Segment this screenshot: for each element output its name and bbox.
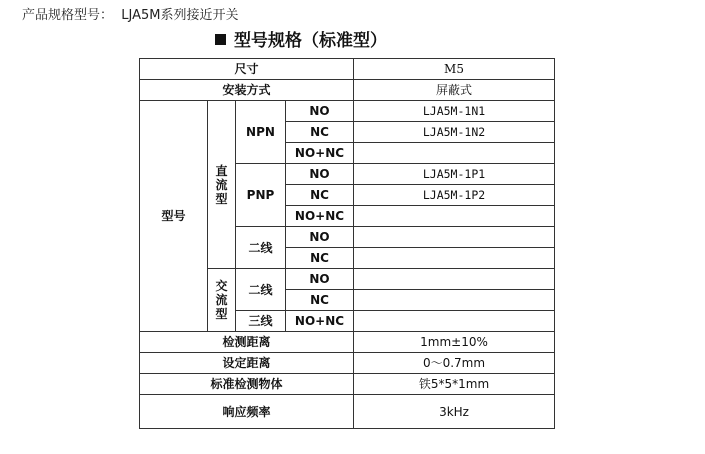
pnp-no-model: LJA5M-1P1 [354, 164, 555, 185]
npn-nonc-model [354, 143, 555, 164]
ac-three-wire-label: 三线 [236, 311, 286, 332]
freq-value: 3kHz [354, 395, 555, 429]
header-label: 产品规格型号： [22, 8, 114, 23]
mount-label: 安装方式 [140, 80, 354, 101]
detect-label: 检测距离 [140, 332, 354, 353]
ac-char: 流 [215, 293, 228, 307]
section-title-text: 型号规格（标准型） [234, 31, 387, 51]
ac-two-wire-nc-model [354, 290, 555, 311]
table-row [140, 59, 555, 80]
table-row [140, 101, 555, 122]
object-value: 铁5*5*1mm [354, 374, 555, 395]
npn-label: NPN [236, 101, 286, 164]
ac-two-wire-no: NO [286, 269, 354, 290]
pnp-nc-model: LJA5M-1P2 [354, 185, 555, 206]
dc-two-wire-no: NO [286, 227, 354, 248]
pnp-no: NO [286, 164, 354, 185]
table-row [140, 395, 555, 429]
ac-two-wire-no-model [354, 269, 555, 290]
pnp-nonc: NO+NC [286, 206, 354, 227]
size-label: 尺寸 [140, 59, 354, 80]
npn-nonc: NO+NC [286, 143, 354, 164]
pnp-nc: NC [286, 185, 354, 206]
table-row [140, 80, 555, 101]
dc-char: 型 [215, 191, 228, 206]
section-title [215, 26, 387, 51]
model-label: 型号 [140, 101, 208, 332]
object-label: 标准检测物体 [140, 374, 354, 395]
table-row [140, 374, 555, 395]
npn-no-model: LJA5M-1N1 [354, 101, 555, 122]
dc-two-wire-no-model [354, 227, 555, 248]
dc-two-wire-nc-model [354, 248, 555, 269]
ac-three-wire-nonc: NO+NC [286, 311, 354, 332]
dc-char: 直 [215, 163, 228, 178]
detect-value: 1mm±10% [354, 332, 555, 353]
dc-type-label [208, 101, 236, 269]
dc-two-wire-nc: NC [286, 248, 354, 269]
page-header [22, 4, 239, 23]
size-value: M5 [354, 59, 555, 80]
pnp-nonc-model [354, 206, 555, 227]
ac-char: 型 [215, 307, 228, 321]
npn-nc-model: LJA5M-1N2 [354, 122, 555, 143]
ac-type-label [208, 269, 236, 332]
ac-two-wire-label: 二线 [236, 269, 286, 311]
square-bullet-icon [215, 34, 226, 45]
pnp-label: PNP [236, 164, 286, 227]
ac-three-wire-model [354, 311, 555, 332]
header-model: LJA5M系列接近开关 [121, 8, 239, 23]
npn-nc: NC [286, 122, 354, 143]
table-row [140, 332, 555, 353]
ac-char: 交 [215, 279, 228, 293]
dc-two-wire-label: 二线 [236, 227, 286, 269]
freq-label: 响应频率 [140, 395, 354, 429]
mount-value: 屏蔽式 [354, 80, 555, 101]
npn-no: NO [286, 101, 354, 122]
set-value: 0～0.7mm [354, 353, 555, 374]
table-row [140, 353, 555, 374]
spec-table [139, 58, 555, 429]
dc-char: 流 [215, 177, 228, 192]
ac-two-wire-nc: NC [286, 290, 354, 311]
set-label: 设定距离 [140, 353, 354, 374]
